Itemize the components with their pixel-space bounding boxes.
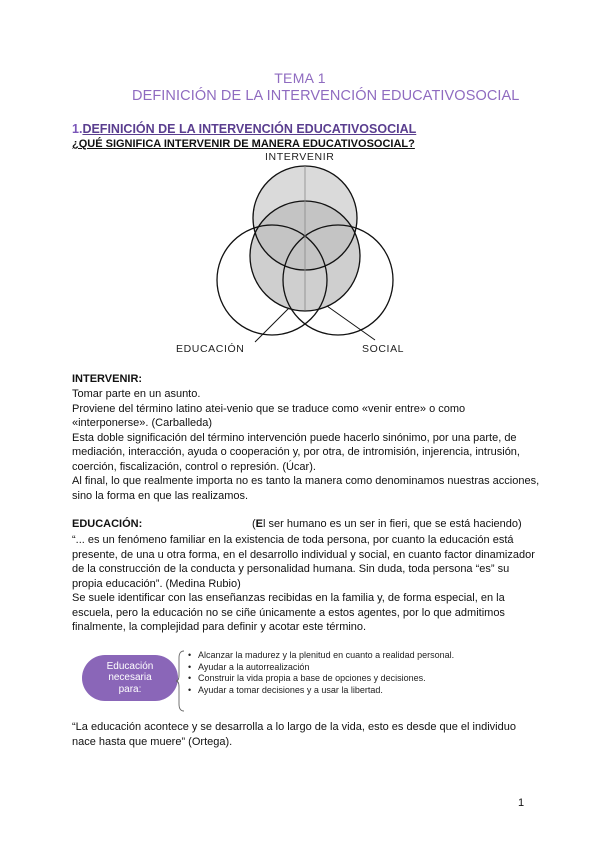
educacion-line: Se suele identificar con las enseñanzas recibidas en la familia y, de forma especial, en la escuela, pero la educación no se ciñe únicamente a estos agentes, por lo que admitimos finalmente, la complejidad para definir y acotar este término. <box>72 592 505 633</box>
bullet-item: • Ayudar a la autorrealización <box>188 662 458 674</box>
intervenir-heading: INTERVENIR: <box>72 373 143 385</box>
page-title: DEFINICIÓN DE LA INTERVENCIÓN EDUCATIVOSOCIAL <box>132 88 520 104</box>
intervenir-line: Tomar parte en un asunto. <box>72 388 201 400</box>
bullet-item: • Alcanzar la madurez y la plenitud en cuanto a realidad personal. <box>188 650 458 662</box>
diagram-label-social: SOCIAL <box>362 343 405 355</box>
venn-diagram <box>215 160 395 350</box>
educacion-box <box>82 655 178 701</box>
educacion-box-line: Educación <box>106 660 154 672</box>
bullet-item: • Construir la vida propia a base de opciones y decisiones. <box>188 673 458 685</box>
diagram-label-intervenir: INTERVENIR <box>265 151 335 163</box>
intervenir-line: Al final, lo que realmente importa no es tanto la manera como denominamos nuestras acciones, sino la forma en que las realizamos. <box>72 475 540 502</box>
intervenir-line: Proviene del término latino atei-venio que se traduce como «venir entre» o como «interponerse». (Carballeda) <box>72 402 466 429</box>
educacion-line: “... es un fenómeno familiar en la existencia de toda persona, por cuanto la educación está presente, de una u otra forma, en el desarrollo individual y social, en cuanto factor dinamizador de la construcción de la conducta y personalidad humana. Sin duda, toda persona “es” su propia educación”. (Medina Rubio) <box>72 534 535 590</box>
brace-icon <box>176 650 186 712</box>
page-number: 1 <box>518 797 525 809</box>
section-number: 1. <box>72 122 83 136</box>
pointer-line-educacion <box>255 308 289 342</box>
educacion-body <box>72 533 542 635</box>
diagram-label-educacion: EDUCACIÓN <box>176 343 245 355</box>
educacion-note: (El ser humano es un ser in fieri, que se está haciendo) <box>252 518 522 530</box>
intervenir-body <box>72 387 542 503</box>
intervenir-line: Esta doble significación del término intervención puede hacerlo sinónimo, por una parte, de mediación, interacción, ayuda o cooperación y, por otra, de intromisión, injerencia, intrusión, coerción, fiscalización, control o represión. (Úcar). <box>72 431 520 473</box>
educacion-bullet-list <box>188 650 458 696</box>
educacion-box-line: necesaria <box>108 672 152 684</box>
section-heading <box>72 122 416 136</box>
topic-title: TEMA 1 <box>274 70 326 86</box>
section-heading-text: DEFINICIÓN DE LA INTERVENCIÓN EDUCATIVOSOCIAL <box>82 122 417 136</box>
bullet-item: • Ayudar a tomar decisiones y a usar la libertad. <box>188 685 458 697</box>
ortega-quote: “La educación acontece y se desarrolla a lo largo de la vida, esto es desde que el individuo nace hasta que muere” (Ortega). <box>72 721 516 748</box>
educacion-box-line: para: <box>118 683 142 695</box>
section-question: ¿QUÉ SIGNIFICA INTERVENIR DE MANERA EDUCATIVOSOCIAL? <box>72 138 415 150</box>
educacion-heading: EDUCACIÓN: <box>72 518 143 530</box>
